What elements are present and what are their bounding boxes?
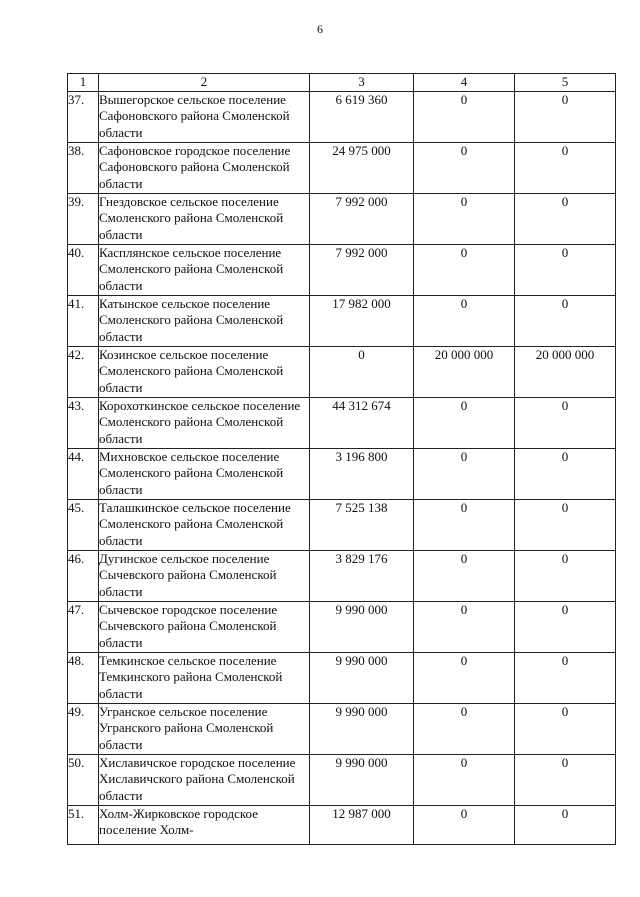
amount-col4: 0 (414, 397, 515, 448)
row-number: 40. (68, 244, 99, 295)
settlement-name: Дугинское сельское поселение Сычевского района Смоленской области (99, 550, 310, 601)
row-number: 42. (68, 346, 99, 397)
table-row (68, 754, 616, 805)
amount-col4: 0 (414, 295, 515, 346)
column-header: 1 (68, 74, 99, 92)
amount-col4: 0 (414, 550, 515, 601)
table-row (68, 244, 616, 295)
settlement-name: Холм-Жирковское городское поселение Холм- (99, 805, 310, 844)
table-row (68, 550, 616, 601)
table-row (68, 346, 616, 397)
settlement-name: Темкинское сельское поселение Темкинского района Смоленской области (99, 652, 310, 703)
row-number: 41. (68, 295, 99, 346)
column-header: 3 (310, 74, 414, 92)
row-number: 46. (68, 550, 99, 601)
amount-col4: 0 (414, 142, 515, 193)
table-row (68, 805, 616, 844)
table-row (68, 397, 616, 448)
page-number: 6 (317, 22, 323, 36)
amount-col3: 7 525 138 (310, 499, 414, 550)
row-number: 44. (68, 448, 99, 499)
settlement-name: Гнездовское сельское поселение Смоленского района Смоленской области (99, 193, 310, 244)
row-number: 51. (68, 805, 99, 844)
amount-col5: 0 (515, 142, 616, 193)
row-number: 37. (68, 91, 99, 142)
row-number: 47. (68, 601, 99, 652)
table-row (68, 91, 616, 142)
amount-col5: 0 (515, 652, 616, 703)
amount-col3: 9 990 000 (310, 703, 414, 754)
table-row (68, 652, 616, 703)
table-row (68, 295, 616, 346)
amount-col3: 9 990 000 (310, 754, 414, 805)
amount-col3: 24 975 000 (310, 142, 414, 193)
amount-col3: 17 982 000 (310, 295, 414, 346)
amount-col4: 0 (414, 244, 515, 295)
amount-col5: 0 (515, 193, 616, 244)
amount-col3: 9 990 000 (310, 601, 414, 652)
amount-col5: 0 (515, 244, 616, 295)
amount-col5: 0 (515, 397, 616, 448)
amount-col5: 0 (515, 601, 616, 652)
row-number: 43. (68, 397, 99, 448)
table-row (68, 703, 616, 754)
amount-col4: 0 (414, 499, 515, 550)
table-row (68, 142, 616, 193)
amount-col4: 0 (414, 601, 515, 652)
column-header: 5 (515, 74, 616, 92)
amount-col4: 0 (414, 652, 515, 703)
amount-col4: 0 (414, 754, 515, 805)
amount-col5: 0 (515, 805, 616, 844)
row-number: 48. (68, 652, 99, 703)
column-header: 4 (414, 74, 515, 92)
table-row (68, 499, 616, 550)
amount-col5: 0 (515, 448, 616, 499)
table-row (68, 448, 616, 499)
amount-col4: 0 (414, 448, 515, 499)
amount-col3: 3 829 176 (310, 550, 414, 601)
amount-col3: 7 992 000 (310, 244, 414, 295)
amount-col5: 0 (515, 91, 616, 142)
settlement-name: Угранское сельское поселение Угранского района Смоленской области (99, 703, 310, 754)
settlement-name: Михновское сельское поселение Смоленского района Смоленской области (99, 448, 310, 499)
settlement-name: Корохоткинское сельское поселение Смоленского района Смоленской области (99, 397, 310, 448)
amount-col3: 0 (310, 346, 414, 397)
budget-allocation-table (67, 73, 616, 845)
amount-col5: 20 000 000 (515, 346, 616, 397)
amount-col5: 0 (515, 499, 616, 550)
amount-col3: 7 992 000 (310, 193, 414, 244)
amount-col3: 6 619 360 (310, 91, 414, 142)
row-number: 38. (68, 142, 99, 193)
settlement-name: Сычевское городское поселение Сычевского района Смоленской области (99, 601, 310, 652)
amount-col3: 3 196 800 (310, 448, 414, 499)
amount-col4: 0 (414, 805, 515, 844)
table-header-row (68, 74, 616, 92)
amount-col4: 0 (414, 91, 515, 142)
settlement-name: Хиславичское городское поселение Хиславичского района Смоленской области (99, 754, 310, 805)
amount-col4: 0 (414, 703, 515, 754)
table-row (68, 601, 616, 652)
amount-col4: 20 000 000 (414, 346, 515, 397)
amount-col4: 0 (414, 193, 515, 244)
settlement-name: Козинское сельское поселение Смоленского района Смоленской области (99, 346, 310, 397)
row-number: 45. (68, 499, 99, 550)
settlement-name: Катынское сельское поселение Смоленского района Смоленской области (99, 295, 310, 346)
column-header: 2 (99, 74, 310, 92)
settlement-name: Вышегорское сельское поселение Сафоновского района Смоленской области (99, 91, 310, 142)
row-number: 39. (68, 193, 99, 244)
amount-col5: 0 (515, 550, 616, 601)
amount-col3: 9 990 000 (310, 652, 414, 703)
table-row (68, 193, 616, 244)
row-number: 49. (68, 703, 99, 754)
row-number: 50. (68, 754, 99, 805)
settlement-name: Сафоновское городское поселение Сафоновского района Смоленской области (99, 142, 310, 193)
settlement-name: Талашкинское сельское поселение Смоленского района Смоленской области (99, 499, 310, 550)
amount-col3: 12 987 000 (310, 805, 414, 844)
amount-col5: 0 (515, 754, 616, 805)
settlement-name: Касплянское сельское поселение Смоленского района Смоленской области (99, 244, 310, 295)
amount-col3: 44 312 674 (310, 397, 414, 448)
amount-col5: 0 (515, 703, 616, 754)
amount-col5: 0 (515, 295, 616, 346)
